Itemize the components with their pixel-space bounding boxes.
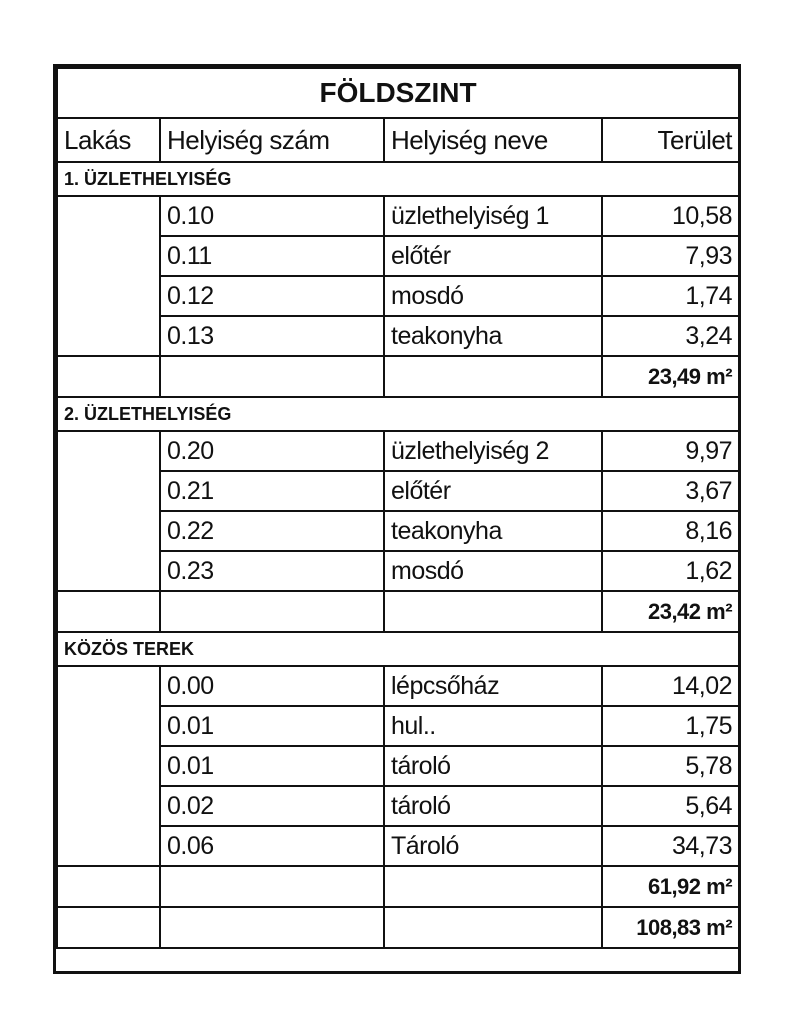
header-helyiseg-szam: Helyiség szám	[160, 118, 384, 162]
table-row	[57, 666, 739, 706]
section-header-row	[57, 162, 739, 196]
room-area: 1,74	[602, 276, 739, 316]
room-area: 9,97	[602, 431, 739, 471]
room-number: 0.20	[160, 431, 384, 471]
header-row	[57, 118, 739, 162]
floor-area-table-sheet	[53, 64, 741, 974]
section-name: 2. ÜZLETHELYISÉG	[57, 397, 739, 431]
room-name: Tároló	[384, 826, 602, 866]
table-row	[57, 706, 739, 746]
room-number: 0.01	[160, 706, 384, 746]
room-area: 8,16	[602, 511, 739, 551]
room-name: üzlethelyiség 1	[384, 196, 602, 236]
lakas-cell	[57, 746, 160, 786]
room-number: 0.11	[160, 236, 384, 276]
room-number: 0.13	[160, 316, 384, 356]
header-lakas: Lakás	[57, 118, 160, 162]
room-area: 7,93	[602, 236, 739, 276]
table-row	[57, 236, 739, 276]
room-name: mosdó	[384, 551, 602, 591]
room-number: 0.21	[160, 471, 384, 511]
section-name: 1. ÜZLETHELYISÉG	[57, 162, 739, 196]
section-header-row	[57, 397, 739, 431]
floor-area-table	[56, 67, 740, 949]
room-area: 3,67	[602, 471, 739, 511]
room-name: teakonyha	[384, 511, 602, 551]
header-helyiseg-neve: Helyiség neve	[384, 118, 602, 162]
table-row	[57, 746, 739, 786]
subtotal-area: 23,49 m²	[602, 356, 739, 397]
empty-cell	[384, 866, 602, 907]
header-terulet: Terület	[602, 118, 739, 162]
subtotal-area: 23,42 m²	[602, 591, 739, 632]
section-name: KÖZÖS TEREK	[57, 632, 739, 666]
section-header-row	[57, 632, 739, 666]
room-area: 3,24	[602, 316, 739, 356]
room-area: 14,02	[602, 666, 739, 706]
room-number: 0.06	[160, 826, 384, 866]
room-name: mosdó	[384, 276, 602, 316]
room-area: 5,64	[602, 786, 739, 826]
table-title-row	[57, 68, 739, 118]
empty-cell	[384, 591, 602, 632]
lakas-cell	[57, 236, 160, 276]
table-title: FÖLDSZINT	[57, 68, 739, 118]
empty-cell	[57, 356, 160, 397]
room-number: 0.12	[160, 276, 384, 316]
table-row	[57, 471, 739, 511]
room-name: előtér	[384, 471, 602, 511]
room-number: 0.02	[160, 786, 384, 826]
empty-cell	[57, 591, 160, 632]
room-number: 0.22	[160, 511, 384, 551]
subtotal-row	[57, 356, 739, 397]
room-name: előtér	[384, 236, 602, 276]
lakas-cell	[57, 511, 160, 551]
room-name: tároló	[384, 786, 602, 826]
room-area: 5,78	[602, 746, 739, 786]
lakas-cell	[57, 826, 160, 866]
empty-cell	[160, 356, 384, 397]
room-name: lépcsőház	[384, 666, 602, 706]
subtotal-row	[57, 866, 739, 907]
lakas-cell	[57, 551, 160, 591]
lakas-cell	[57, 196, 160, 236]
room-name: tároló	[384, 746, 602, 786]
lakas-cell	[57, 276, 160, 316]
lakas-cell	[57, 431, 160, 471]
room-area: 1,75	[602, 706, 739, 746]
room-area: 1,62	[602, 551, 739, 591]
empty-cell	[57, 866, 160, 907]
room-name: teakonyha	[384, 316, 602, 356]
table-row	[57, 826, 739, 866]
room-area: 34,73	[602, 826, 739, 866]
empty-cell	[384, 907, 602, 948]
room-number: 0.01	[160, 746, 384, 786]
lakas-cell	[57, 471, 160, 511]
table-row	[57, 196, 739, 236]
lakas-cell	[57, 316, 160, 356]
table-row	[57, 551, 739, 591]
grand-total-area: 108,83 m²	[602, 907, 739, 948]
grand-total-row	[57, 907, 739, 948]
table-row	[57, 276, 739, 316]
room-number: 0.23	[160, 551, 384, 591]
table-row	[57, 786, 739, 826]
lakas-cell	[57, 666, 160, 706]
room-area: 10,58	[602, 196, 739, 236]
table-row	[57, 316, 739, 356]
table-row	[57, 511, 739, 551]
empty-cell	[384, 356, 602, 397]
empty-cell	[160, 866, 384, 907]
table-row	[57, 431, 739, 471]
room-number: 0.00	[160, 666, 384, 706]
empty-cell	[160, 907, 384, 948]
room-number: 0.10	[160, 196, 384, 236]
lakas-cell	[57, 706, 160, 746]
room-name: üzlethelyiség 2	[384, 431, 602, 471]
empty-cell	[57, 907, 160, 948]
lakas-cell	[57, 786, 160, 826]
subtotal-area: 61,92 m²	[602, 866, 739, 907]
subtotal-row	[57, 591, 739, 632]
room-name: hul..	[384, 706, 602, 746]
empty-cell	[160, 591, 384, 632]
